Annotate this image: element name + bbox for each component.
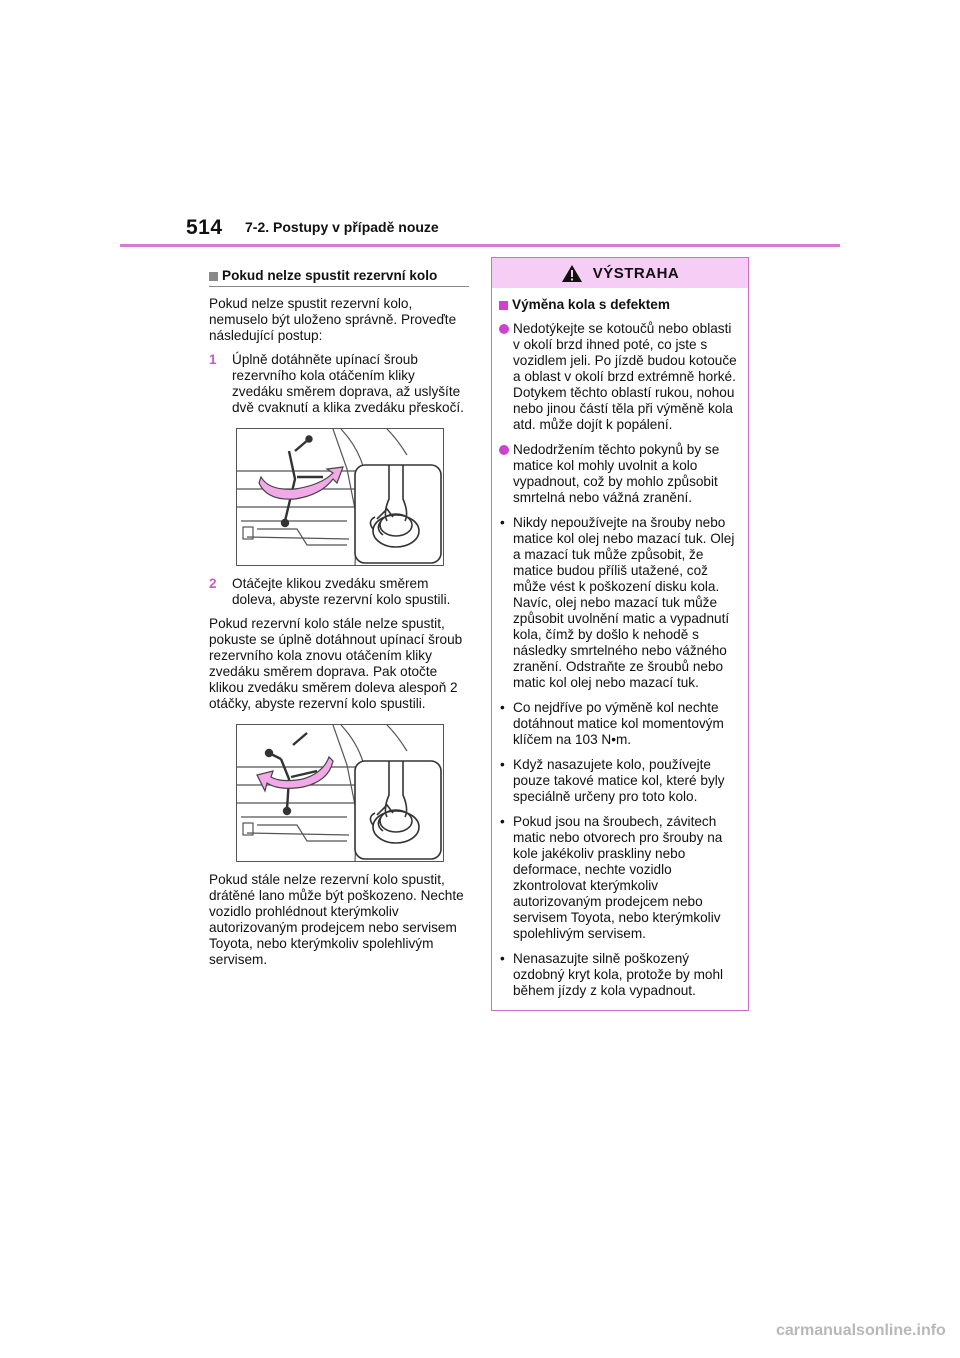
step-text: Otáčejte klikou zvedáku směrem doleva, abyste rezervní kolo spustili. (232, 576, 451, 607)
warning-item-text: Co nejdříve po výměně kol nechte dotáhnout matice kol momentovým klíčem na 103 N•m. (513, 700, 724, 747)
watermark[interactable]: carmanualsonline.info (776, 1322, 946, 1339)
jack-handle-illustration (237, 429, 443, 565)
warning-item-text: Nedotýkejte se kotoučů nebo oblasti v okolí brzd ihned poté, co jste s vozidlem jeli. Po jízdě budou kotouče a oblast v okolí brzd extrémně horké. Dotykem těchto oblastí rukou, nohou nebo jinou částí těla při výměně kola atd. může dojít k popálení. (513, 321, 737, 432)
section-title: 7-2. Postupy v případě nouze (245, 219, 439, 235)
warning-circle-item (499, 442, 740, 506)
warning-box (491, 257, 749, 1011)
bullet-dot: • (500, 951, 505, 966)
warning-item-text: Nikdy nepoužívejte na šrouby nebo matice kol olej nebo mazací tuk. Olej a mazací tuk může způsobit, že matice budou příliš utažené, což může vést k poškození disku kola. Navíc, olej nebo mazací tuk může způsobit uvolnění matic a vypadnutí kola, čímž by došlo k nehodě s následky smrtelného nebo vážného zranění. Odstraňte ze šroubů nebo matic kol olej nebo mazací tuk. (513, 515, 735, 690)
damaged-cable-paragraph: Pokud stále nelze rezervní kolo spustit, drátěné lano může být poškozeno. Nechte vozidlo prohlédnout kterýmkoliv autorizovaným prodejcem nebo servisem Toyota, nebo kterýmkoliv spolehlivým servisem. (209, 872, 464, 967)
bullet-dot: • (500, 757, 505, 772)
warning-triangle-icon (561, 264, 583, 283)
left-column (209, 268, 469, 976)
warning-sub-heading-text: Výměna kola s defektem (512, 297, 670, 312)
page-number: 514 (186, 216, 223, 239)
step-2 (209, 576, 469, 608)
bullet-dot: • (500, 814, 505, 829)
sub-heading-text: Pokud nelze spustit rezervní kolo (222, 268, 438, 283)
warning-item-text: Nedodržením těchto pokynů by se matice kol mohly uvolnit a kolo vypadnout, což by mohlo způsobit smrtelná nebo vážná zranění. (513, 442, 720, 505)
retry-paragraph: Pokud rezervní kolo stále nelze spustit, pokuste se úplně dotáhnout upínací šroub rezervního kola znovu otáčením kliky zvedáku směrem doprava. Pak otočte klikou zvedáku směrem doleva alespoň 2 otáčky, abyste rezervní kolo spustili. (209, 616, 463, 711)
warning-bullet-item (499, 814, 740, 942)
step-number: 1 (209, 352, 217, 367)
warning-bullet-item (499, 700, 740, 748)
step-1 (209, 352, 469, 416)
illustration-loosen (236, 724, 444, 862)
step-number: 2 (209, 576, 217, 591)
square-bullet-icon (209, 272, 218, 281)
circle-bullet-icon (499, 324, 509, 334)
illustration-tighten (236, 428, 444, 566)
warning-item-text: Nenasazujte silně poškozený ozdobný kryt kola, protože by mohl během jízdy z kola vypadnout. (513, 951, 724, 998)
warning-bullet-item (499, 757, 740, 805)
warning-title: VÝSTRAHA (592, 264, 680, 282)
rotate-clockwise-arrow-icon (259, 467, 343, 499)
sub-heading (209, 268, 469, 287)
warning-item-text: Když nasazujete kolo, používejte pouze takové matice kol, které byly speciálně určeny pro toto kolo. (513, 757, 725, 804)
warning-sub-heading (499, 297, 740, 313)
square-bullet-icon (499, 301, 508, 310)
bullet-dot: • (500, 515, 505, 530)
warning-bullet-item (499, 951, 740, 999)
warning-header (492, 258, 748, 288)
warning-body (492, 288, 748, 999)
header-rule (120, 244, 840, 247)
warning-circle-item (499, 321, 740, 433)
bullet-dot: • (500, 700, 505, 715)
jack-handle-illustration (237, 725, 443, 861)
rotate-counterclockwise-arrow-icon (257, 757, 333, 791)
step-text: Úplně dotáhněte upínací šroub rezervního kola otáčením kliky zvedáku směrem doprava, až uslyšíte dvě cvaknutí a klika zvedáku přeskočí. (232, 352, 464, 415)
warning-item-text: Pokud jsou na šroubech, závitech matic nebo otvorech pro šrouby na kole jakékoliv praskliny nebo deformace, nechte vozidlo zkontrolovat kterýmkoliv autorizovaným prodejcem nebo servisem Toyota, nebo kterýmkoliv spolehlivým servisem. (513, 814, 723, 941)
intro-paragraph: Pokud nelze spustit rezervní kolo, nemuselo být uloženo správně. Proveďte následující postup: (209, 296, 457, 343)
warning-bullet-item (499, 515, 740, 691)
circle-bullet-icon (499, 445, 509, 455)
